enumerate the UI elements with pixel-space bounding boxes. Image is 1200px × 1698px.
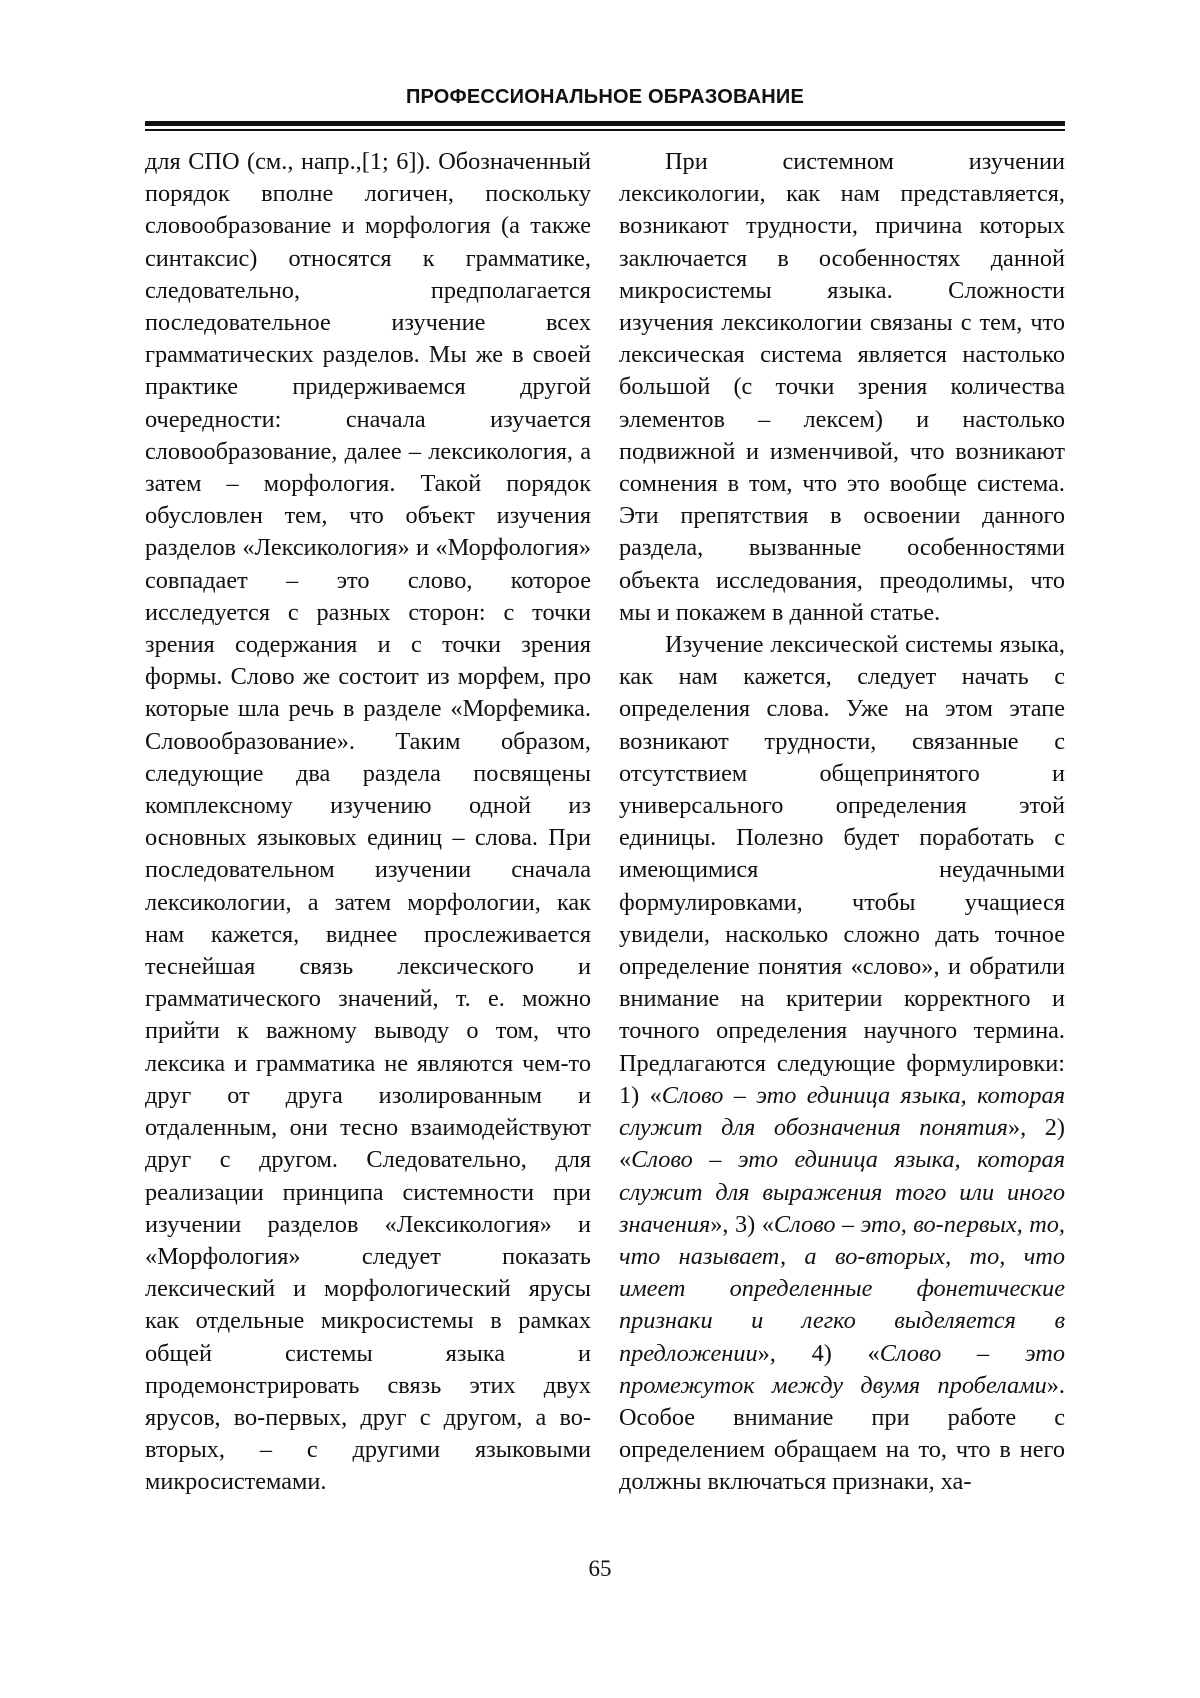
definitions-paragraph (619, 629, 1065, 1498)
header-rule-thin (145, 129, 1065, 131)
separator-text: », 4) « (757, 1339, 880, 1367)
header-rule-thick (145, 121, 1065, 126)
definition-4: Слово – это промежуток между двумя пробелами (619, 1339, 1065, 1399)
running-header: ПРОФЕССИОНАЛЬНОЕ ОБРАЗОВАНИЕ (405, 86, 805, 108)
definition-3: Слово – это, во-первых, то, что называет, а во-вторых, то, что имеет определенные фонетические признаки и легко выделяется в предложении (619, 1210, 1065, 1367)
left-column (145, 146, 591, 1499)
separator-text: », 2) « (619, 1114, 1065, 1174)
definition-1: Слово – это единица языка, которая служит для обозначения понятия (619, 1081, 1065, 1142)
paragraph-intro-text: Изучение лексической системы языка, как нам кажется, следует начать с определения слова. Уже на этом этапе возникают трудности, связанные с отсутствием общепринятого и универсального определения этой единицы. Полезно будет поработать с имеющимися неудачными формулировками, чтобы учащиеся увидели, насколько сложно дать точное определение понятия «слово», и обратили внимание на критерии корректного и точного определения научного термина. Предлагаются следующие формулировки: 1) « (619, 631, 1065, 1109)
definition-2: Слово – это единица языка, которая служит для выражения того или иного значения (619, 1146, 1065, 1238)
separator-text: », 3) « (710, 1210, 774, 1238)
right-column (619, 146, 1065, 1499)
paragraph-outro-text: ». Особое внимание при работе с определением обращаем на то, что в него должны включаться признаки, ха- (619, 1371, 1065, 1496)
body-paragraph: При системном изучении лексикологии, как нам представляется, возникают трудности, причина которых заключается в особенностях данной микросистемы языка. Сложности изучения лексикологии связаны с тем, что лексическая система является настолько большой (с точки зрения количества элементов – лексем) и настолько подвижной и изменчивой, что возникают сомнения в том, что это вообще система. Эти препятствия в освоении данного раздела, вызванные особенностями объекта исследования, преодолимы, что мы и покажем в данной статье. (619, 148, 1065, 626)
page-number: 65 (588, 1556, 612, 1581)
body-paragraph: для СПО (см., напр.,[1; 6]). Обозначенный порядок вполне логичен, поскольку словообразование и морфология (а также синтаксис) относятся к грамматике, следовательно, предполагается последовательное изучение всех грамматических разделов. Мы же в своей практике придерживаемся другой очередности: сначала изучается словообразование, далее – лексикология, а затем – морфология. Такой порядок обусловлен тем, что объект изучения разделов «Лексикология» и «Морфология» совпадает – это слово, которое исследуется с разных сторон: с точки зрения содержания и с точки зрения формы. Слово же состоит из морфем, про которые шла речь в разделе «Морфемика. Словообразование». Таким образом, следующие два раздела посвящены комплексному изучению одной из основных языковых единиц – слова. При последовательном изучении сначала лексикологии, а затем морфологии, как нам кажется, виднее прослеживается теснейшая связь лексического и грамматического значений, т. е. можно прийти к важному выводу о том, что лексика и грамматика не являются чем-то друг от друга изолированным и отдаленным, они тесно взаимодействуют друг с другом. Следовательно, для реализации принципа системности при изучении разделов «Лексикология» и «Морфология» следует показать лексический и морфологический ярусы как отдельные микросистемы в рамках общей системы языка и продемонстрировать связь этих двух ярусов, во-первых, друг с другом, а во-вторых, – с другими языковыми микросистемами. (145, 148, 591, 1496)
